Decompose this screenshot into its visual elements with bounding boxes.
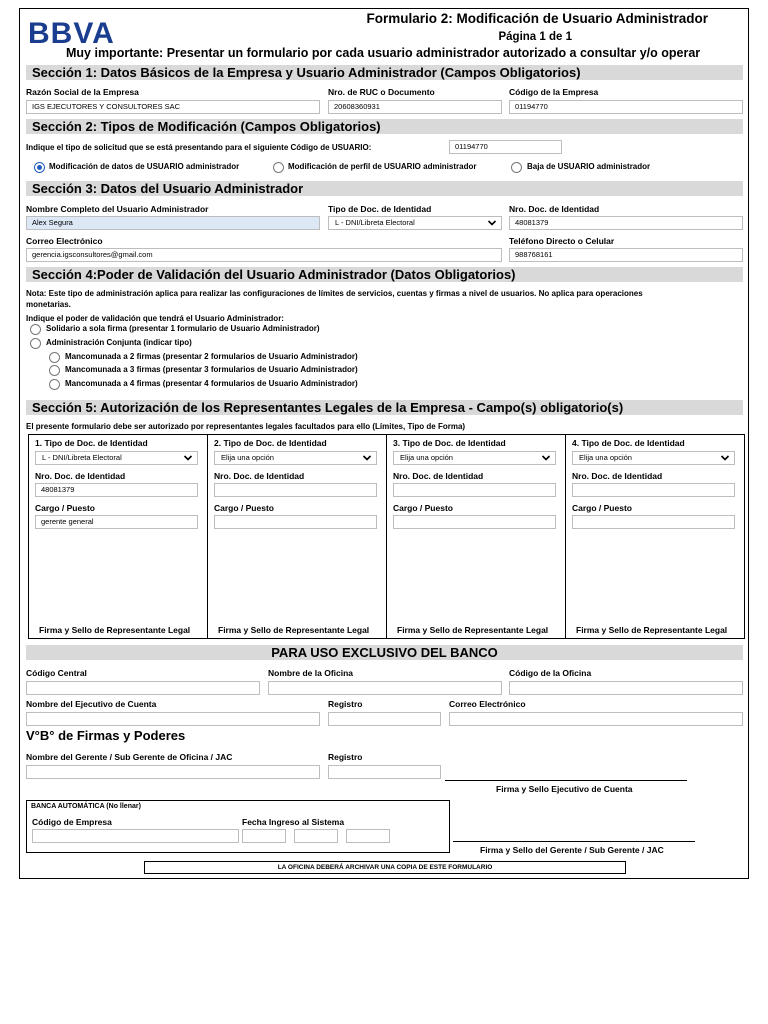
gerente-label: Nombre del Gerente / Sub Gerente de Oficina / JAC — [26, 752, 233, 762]
section-1-header: Sección 1: Datos Básicos de la Empresa y Usuario Administrador (Campos Obligatorios) — [26, 65, 743, 80]
registro-label: Registro — [328, 699, 363, 709]
razon-social-input[interactable]: IGS EJECUTORES Y CONSULTORES SAC — [26, 100, 320, 114]
rep-column-4 — [565, 434, 745, 639]
banca-automatica-box — [26, 800, 450, 853]
vb-firmas-title: V°B° de Firmas y Poderes — [26, 728, 186, 743]
user-code-input[interactable]: 01194770 — [449, 140, 562, 154]
rep-2-tipo-label: 2. Tipo de Doc. de Identidad — [214, 438, 327, 448]
correo-label: Correo Electrónico — [26, 236, 103, 246]
fecha-dia-input[interactable] — [242, 829, 286, 843]
fecha-mes-input[interactable] — [294, 829, 338, 843]
codigo-central-label: Código Central — [26, 668, 87, 678]
radio-conjunta-label: Administración Conjunta (indicar tipo) — [46, 338, 192, 347]
registro-2-label: Registro — [328, 752, 363, 762]
section-5-header: Sección 5: Autorización de los Representantes Legales de la Empresa - Campo(s) obligatorio(s) — [26, 400, 743, 415]
firma-gerente-line — [453, 841, 695, 842]
firma-gerente-label: Firma y Sello del Gerente / Sub Gerente / JAC — [480, 845, 664, 855]
radio-modify-profile-label: Modificación de perfil de USUARIO administrador — [288, 162, 477, 171]
rep-3-nro-input[interactable] — [393, 483, 556, 497]
rep-1-nro-label: Nro. Doc. de Identidad — [35, 471, 126, 481]
bbva-logo: BBVA — [28, 17, 115, 50]
codigo-empresa-bank-input[interactable] — [32, 829, 239, 843]
nombre-oficina-label: Nombre de la Oficina — [268, 668, 354, 678]
rep-2-nro-label: Nro. Doc. de Identidad — [214, 471, 305, 481]
firma-ejecutivo-label: Firma y Sello Ejecutivo de Cuenta — [496, 784, 633, 794]
rep-3-tipo-select[interactable] — [393, 451, 556, 465]
nombre-oficina-input[interactable] — [268, 681, 502, 695]
archive-notice: LA OFICINA DEBERÁ ARCHIVAR UNA COPIA DE ESTE FORMULARIO — [144, 861, 626, 874]
rep-3-tipo-label: 3. Tipo de Doc. de Identidad — [393, 438, 506, 448]
radio-conjunta[interactable] — [30, 338, 41, 349]
radio-solidario[interactable] — [30, 324, 41, 335]
rep-2-cargo-input[interactable] — [214, 515, 377, 529]
important-notice: Muy importante: Presentar un formulario por cada usuario administrador autorizado a consultar y/o operar — [66, 46, 701, 60]
rep-3-tipo-value: Elija una opción — [400, 453, 453, 462]
rep-1-cargo-label: Cargo / Puesto — [35, 503, 95, 513]
form-page — [19, 8, 749, 879]
ejecutivo-input[interactable] — [26, 712, 320, 726]
chevron-down-icon — [487, 218, 497, 228]
rep-4-nro-label: Nro. Doc. de Identidad — [572, 471, 663, 481]
bank-section-header: PARA USO EXCLUSIVO DEL BANCO — [26, 645, 743, 660]
radio-remove-user-label: Baja de USUARIO administrador — [527, 162, 651, 171]
rep-column-2 — [207, 434, 387, 639]
rep-1-tipo-value: L - DNI/Libreta Electoral — [42, 453, 122, 462]
chevron-down-icon — [541, 453, 551, 463]
rep-3-cargo-input[interactable] — [393, 515, 556, 529]
tipo-doc-value: L - DNI/Libreta Electoral — [335, 218, 415, 227]
codigo-oficina-label: Código de la Oficina — [509, 668, 592, 678]
rep-2-cargo-label: Cargo / Puesto — [214, 503, 274, 513]
nombre-label: Nombre Completo del Usuario Administrador — [26, 204, 209, 214]
rep-3-cargo-label: Cargo / Puesto — [393, 503, 453, 513]
rep-column-3 — [386, 434, 566, 639]
rep-2-nro-input[interactable] — [214, 483, 377, 497]
codigo-empresa-label: Código de la Empresa — [509, 87, 599, 97]
nro-doc-label: Nro. Doc. de Identidad — [509, 204, 600, 214]
nro-doc-input[interactable]: 48081379 — [509, 216, 743, 230]
rep-1-tipo-select[interactable] — [35, 451, 198, 465]
correo-input[interactable]: gerencia.igsconsultores@gmail.com — [26, 248, 502, 262]
telefono-label: Teléfono Directo o Celular — [509, 236, 615, 246]
rep-4-cargo-input[interactable] — [572, 515, 735, 529]
rep-1-nro-input[interactable]: 48081379 — [35, 483, 198, 497]
tipo-doc-select[interactable] — [328, 216, 502, 230]
ejecutivo-label: Nombre del Ejecutivo de Cuenta — [26, 699, 157, 709]
rep-4-cargo-label: Cargo / Puesto — [572, 503, 632, 513]
bank-correo-input[interactable] — [449, 712, 743, 726]
radio-mancomunada-2[interactable] — [49, 352, 60, 363]
page-number: Página 1 de 1 — [498, 31, 572, 43]
section-4-note-cont: monetarias. — [26, 300, 71, 309]
radio-mancomunada-4-label: Mancomunada a 4 firmas (presentar 4 formularios de Usuario Administrador) — [65, 379, 358, 388]
radio-remove-user[interactable] — [511, 162, 522, 173]
firma-ejecutivo-line — [445, 780, 687, 781]
bank-correo-label: Correo Electrónico — [449, 699, 526, 709]
chevron-down-icon — [720, 453, 730, 463]
section-5-intro: El presente formulario debe ser autorizado por representantes legales facultados para ello (Límites, Tipo de Forma) — [26, 422, 466, 431]
codigo-oficina-input[interactable] — [509, 681, 743, 695]
tipo-doc-label: Tipo de Doc. de Identidad — [328, 204, 432, 214]
rep-2-firma-label: Firma y Sello de Representante Legal — [218, 625, 370, 635]
radio-mancomunada-3-label: Mancomunada a 3 firmas (presentar 3 formularios de Usuario Administrador) — [65, 365, 358, 374]
rep-1-tipo-label: 1. Tipo de Doc. de Identidad — [35, 438, 148, 448]
radio-mancomunada-2-label: Mancomunada a 2 firmas (presentar 2 formularios de Usuario Administrador) — [65, 352, 358, 361]
rep-4-firma-label: Firma y Sello de Representante Legal — [576, 625, 728, 635]
rep-4-tipo-value: Elija una opción — [579, 453, 632, 462]
rep-column-1 — [28, 434, 208, 639]
radio-mancomunada-3[interactable] — [49, 365, 60, 376]
section-4-note: Nota: Este tipo de administración aplica para realizar las configuraciones de límites de servicios, cuentas y firmas a nivel de usuarios. No aplica para operaciones — [26, 289, 643, 298]
section-3-header: Sección 3: Datos del Usuario Administrador — [26, 181, 743, 196]
rep-3-nro-label: Nro. Doc. de Identidad — [393, 471, 484, 481]
registro-2-input[interactable] — [328, 765, 441, 779]
rep-2-tipo-select[interactable] — [214, 451, 377, 465]
chevron-down-icon — [183, 453, 193, 463]
section-2-header: Sección 2: Tipos de Modificación (Campos Obligatorios) — [26, 119, 743, 134]
fecha-ingreso-label: Fecha Ingreso al Sistema — [242, 817, 345, 827]
rep-1-firma-label: Firma y Sello de Representante Legal — [39, 625, 191, 635]
fecha-anio-input[interactable] — [346, 829, 390, 843]
telefono-input[interactable]: 988768161 — [509, 248, 743, 262]
rep-1-cargo-input[interactable]: gerente general — [35, 515, 198, 529]
radio-modify-data[interactable] — [34, 162, 45, 173]
ruc-input[interactable]: 20608360931 — [328, 100, 502, 114]
ruc-label: Nro. de RUC o Documento — [328, 87, 435, 97]
codigo-central-input[interactable] — [26, 681, 260, 695]
radio-modify-profile[interactable] — [273, 162, 284, 173]
banca-automatica-title: BANCA AUTOMÁTICA (No llenar) — [31, 803, 141, 810]
rep-4-tipo-label: 4. Tipo de Doc. de Identidad — [572, 438, 685, 448]
radio-solidario-label: Solidario a sola firma (presentar 1 formulario de Usuario Administrador) — [46, 324, 320, 333]
rep-2-tipo-value: Elija una opción — [221, 453, 274, 462]
rep-4-nro-input[interactable] — [572, 483, 735, 497]
codigo-empresa-bank-label: Código de Empresa — [32, 817, 112, 827]
registro-input[interactable] — [328, 712, 441, 726]
radio-mancomunada-4[interactable] — [49, 379, 60, 390]
validation-prompt: Indique el poder de validación que tendrá el Usuario Administrador: — [26, 314, 284, 323]
form-title: Formulario 2: Modificación de Usuario Administrador — [366, 11, 708, 26]
nombre-input[interactable]: Alex Segura — [26, 216, 320, 230]
radio-modify-data-label: Modificación de datos de USUARIO administrador — [49, 162, 240, 171]
codigo-empresa-input[interactable]: 01194770 — [509, 100, 743, 114]
section-4-header: Sección 4:Poder de Validación del Usuario Administrador (Datos Obligatorios) — [26, 267, 743, 282]
chevron-down-icon — [362, 453, 372, 463]
razon-social-label: Razón Social de la Empresa — [26, 87, 139, 97]
rep-4-tipo-select[interactable] — [572, 451, 735, 465]
gerente-input[interactable] — [26, 765, 320, 779]
rep-3-firma-label: Firma y Sello de Representante Legal — [397, 625, 549, 635]
modification-prompt: Indique el tipo de solicitud que se está presentando para el siguiente Código de USUARIO: — [26, 143, 372, 152]
